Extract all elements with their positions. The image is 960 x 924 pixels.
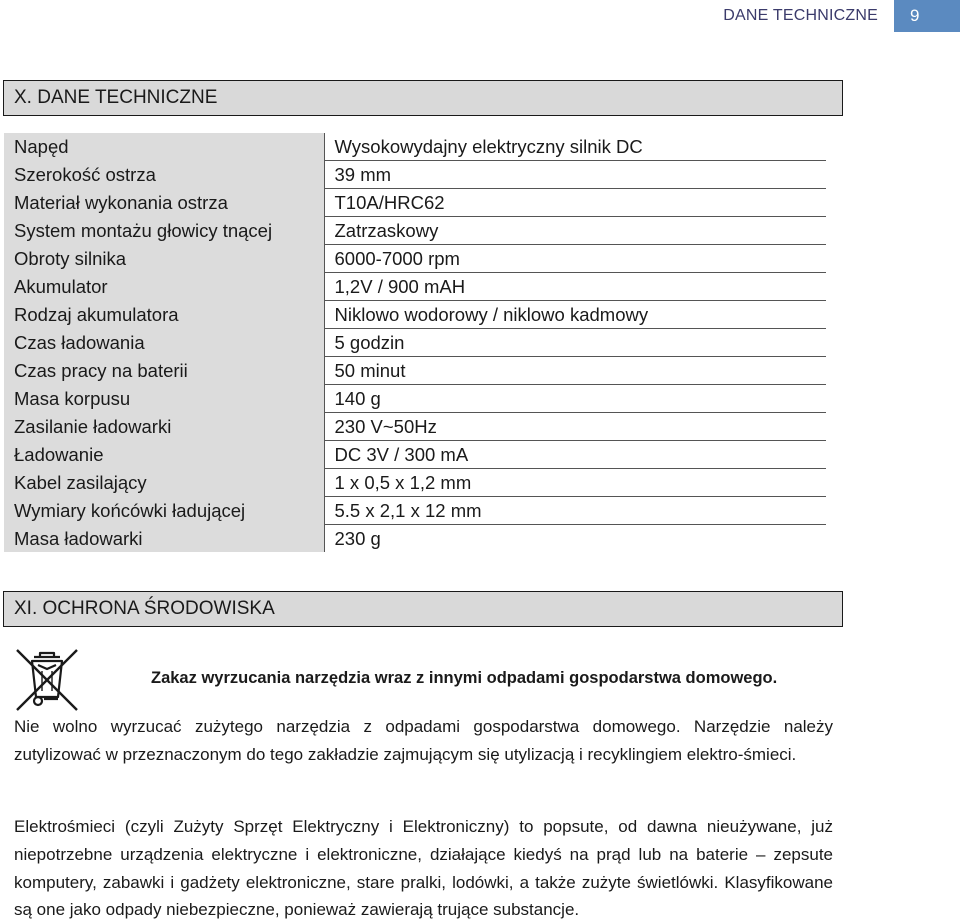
section-heading-environment: XI. OCHRONA ŚRODOWISKA [3,591,843,627]
spec-label: Masa korpusu [4,385,324,413]
page-header [723,0,960,32]
spec-value: 1 x 0,5 x 1,2 mm [324,469,826,497]
spec-row [4,385,826,413]
spec-row [4,525,826,553]
spec-value: 230 V~50Hz [324,413,826,441]
spec-label: System montażu głowicy tnącej [4,217,324,245]
spec-row [4,133,826,161]
spec-label: Masa ładowarki [4,525,324,553]
spec-label: Czas pracy na baterii [4,357,324,385]
spec-label: Szerokość ostrza [4,161,324,189]
spec-label: Akumulator [4,273,324,301]
spec-label: Zasilanie ładowarki [4,413,324,441]
spec-value: 50 minut [324,357,826,385]
spec-label: Rodzaj akumulatora [4,301,324,329]
spec-row [4,245,826,273]
spec-row [4,497,826,525]
spec-value: Wysokowydajny elektryczny silnik DC [324,133,826,161]
spec-label: Czas ładowania [4,329,324,357]
spec-value: 39 mm [324,161,826,189]
spec-row [4,217,826,245]
crossed-out-wheelie-bin-icon [14,647,80,713]
spec-label: Kabel zasilający [4,469,324,497]
e-waste-paragraph: Elektrośmieci (czyli Zużyty Sprzęt Elektryczny i Elektroniczny) to popsute, od dawna nieużywane, już niepotrzebne urządzenia elektryczne i elektroniczne, działające kiedyś na prąd lub na baterie – zepsute komputery, zabawki i gadżety elektroniczne, stare pralki, lodówki, a także zużyte świetlówki. Klasyfikowane są one jako odpady niebezpieczne, ponieważ zawierają trujące substancje. [14,817,833,920]
spec-row [4,301,826,329]
spec-value: T10A/HRC62 [324,189,826,217]
spec-value: 6000-7000 rpm [324,245,826,273]
spec-label: Ładowanie [4,441,324,469]
spec-label: Napęd [4,133,324,161]
spec-value: DC 3V / 300 mA [324,441,826,469]
spec-value: 230 g [324,525,826,553]
spec-label: Wymiary końcówki ładującej [4,497,324,525]
spec-label: Obroty silnika [4,245,324,273]
spec-row [4,357,826,385]
spec-row [4,469,826,497]
spec-value: Niklowo wodorowy / niklowo kadmowy [324,301,826,329]
spec-value: Zatrzaskowy [324,217,826,245]
spec-row [4,161,826,189]
spec-row [4,441,826,469]
spec-row [4,329,826,357]
spec-row [4,273,826,301]
spec-label: Materiał wykonania ostrza [4,189,324,217]
spec-row [4,413,826,441]
section-heading-technical-data: X. DANE TECHNICZNE [3,80,843,116]
spec-value: 140 g [324,385,826,413]
spec-value: 5.5 x 2,1 x 12 mm [324,497,826,525]
disposal-paragraph: Nie wolno wyrzucać zużytego narzędzia z odpadami gospodarstwa domowego. Narzędzie należy zutylizować w przeznaczonym do tego zakładzie zajmującym się utylizacją i recyklingiem elektro-śmieci. [14,717,833,764]
disposal-warning: Zakaz wyrzucania narzędzia wraz z innymi odpadami gospodarstwa domowego. [151,669,778,687]
page-number: 9 [894,0,960,32]
header-title: DANE TECHNICZNE [723,7,878,24]
spec-value: 5 godzin [324,329,826,357]
spec-row [4,189,826,217]
spec-table [4,133,826,552]
spec-value: 1,2V / 900 mAH [324,273,826,301]
